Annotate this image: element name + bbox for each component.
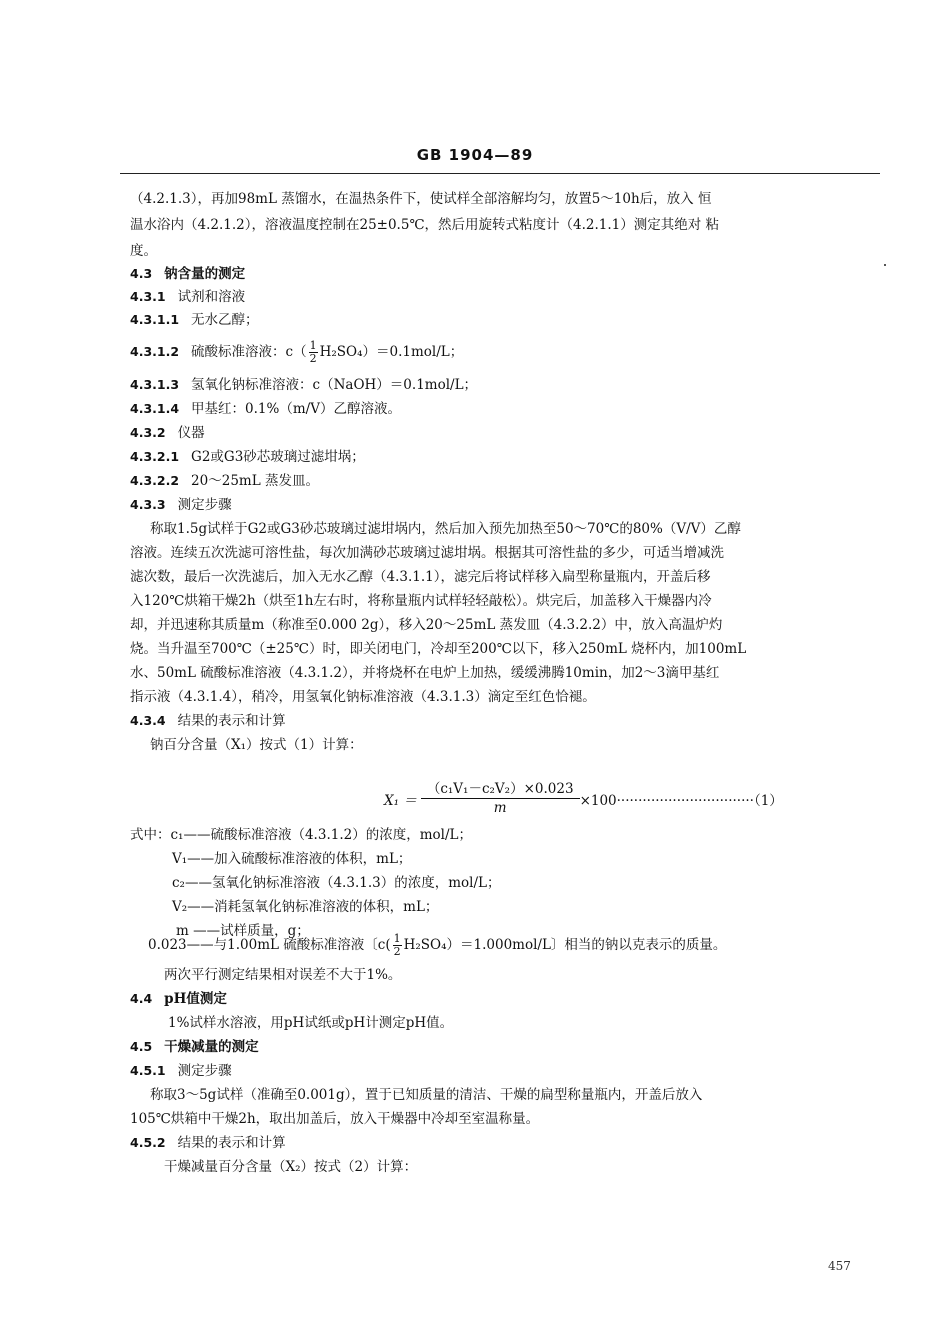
para-line: 1%试样水溶液，用pH试纸或pH计测定pH值。 xyxy=(168,1015,454,1031)
formula-fraction xyxy=(421,780,580,817)
scan-speck xyxy=(884,264,886,266)
section-heading xyxy=(130,311,259,329)
section-number: 4.5.1 xyxy=(130,1063,166,1078)
section-number: 4.5 xyxy=(130,1039,153,1054)
section-number: 4.3.1.4 xyxy=(130,401,180,416)
para-line: 烧。当升温至700℃（±25℃）时，即关闭电门，冷却至200℃以下，移入250mL 烧杯内，加100mL xyxy=(130,641,747,657)
formula-numerator: （c₁V₁－c₂V₂）×0.023 xyxy=(421,780,580,799)
section-heading xyxy=(130,1038,259,1056)
section-number: 4.5.2 xyxy=(130,1135,166,1150)
section-heading xyxy=(130,448,365,466)
section-heading xyxy=(130,340,463,365)
section-number: 4.3.1.1 xyxy=(130,312,180,327)
where-text: 0.023——与1.00mL 硫酸标准溶液〔c( xyxy=(148,937,391,953)
section-number: 4.3.2 xyxy=(130,425,166,440)
where-line: V₁——加入硫酸标准溶液的体积，mL； xyxy=(172,851,412,867)
page-number: 457 xyxy=(828,1259,851,1273)
section-number: 4.3.2.2 xyxy=(130,473,180,488)
formula-lhs: X₁ ＝ xyxy=(384,792,417,809)
section-title: 钠含量的测定 xyxy=(164,266,246,282)
section-title: 测定步骤 xyxy=(177,1063,232,1079)
section-heading xyxy=(130,376,477,394)
where-line xyxy=(148,930,726,960)
para-line: 水、50mL 硫酸标准溶液（4.3.1.2），并将烧杯在电炉上加热，缓缓沸腾10min，加2～3滴甲基红 xyxy=(130,665,720,681)
where-line: m ——试样质量，g； xyxy=(176,923,310,939)
section-heading xyxy=(130,1134,286,1152)
where-line: c₂——氢氧化钠标准溶液（4.3.1.3）的浓度，mol/L； xyxy=(172,875,501,891)
para-line: 称取3～5g试样（准确至0.001g），置于已知质量的清洁、干燥的扁型称量瓶内，开盖后放入 xyxy=(150,1087,703,1103)
section-title: 20～25mL 蒸发皿。 xyxy=(191,473,319,489)
formula-1 xyxy=(384,780,783,817)
para-line: 度。 xyxy=(130,243,157,259)
para-line: 入120℃烘箱干燥2h（烘至1h左右时，将称量瓶内试样轻轻敲松）。烘完后，加盖移入干燥器内冷 xyxy=(130,593,712,609)
section-heading xyxy=(130,990,227,1008)
section-title: G2或G3砂芯玻璃过滤坩埚； xyxy=(191,449,365,465)
para-line: 温水浴内（4.2.1.2），溶液温度控制在25±0.5℃，然后用旋转式粘度计（4.2.1.1）测定其绝对 粘 xyxy=(130,217,720,233)
section-heading xyxy=(130,265,245,283)
section-number: 4.3.1 xyxy=(130,289,166,304)
section-number: 4.3 xyxy=(130,266,153,281)
formula-denominator: m xyxy=(493,800,507,816)
para-line: 却，并迅速称其质量m（称准至0.000 2g），移入20～25mL 蒸发皿（4.3.2.2）中，放入高温炉灼 xyxy=(130,617,723,633)
section-heading xyxy=(130,496,232,514)
section-heading xyxy=(130,1062,232,1080)
where-text: H₂SO₄）＝1.000mol/L〕相当的钠以克表示的质量。 xyxy=(403,937,727,953)
para-line: 指示液（4.3.1.4），稍冷，用氢氧化钠标准溶液（4.3.1.3）滴定至红色恰褪。 xyxy=(130,689,596,705)
section-title: 氢氧化钠标准溶液：c（NaOH）＝0.1mol/L； xyxy=(191,377,478,393)
para-line: （4.2.1.3），再加98mL 蒸馏水，在温热条件下，使试样全部溶解均匀，放置5～10h后，放入 恒 xyxy=(130,191,712,207)
where-line: V₂——消耗氢氧化钠标准溶液的体积，mL； xyxy=(172,899,439,915)
section-title: 无水乙醇； xyxy=(191,312,259,328)
formula-tail: ×100································（1） xyxy=(579,792,783,809)
para-line: 钠百分含量（X₁）按式（1）计算： xyxy=(150,737,363,753)
where-line: 式中：c₁——硫酸标准溶液（4.3.1.2）的浓度，mol/L； xyxy=(130,827,472,843)
section-heading xyxy=(130,712,286,730)
section-heading xyxy=(130,400,401,418)
standard-header: GB 1904—89 xyxy=(416,146,534,164)
fraction xyxy=(309,340,318,365)
section-title: 试剂和溶液 xyxy=(177,289,246,305)
para-line: 溶液。连续五次洗滤可溶性盐，每次加满砂芯玻璃过滤坩埚。根据其可溶性盐的多少，可适当增减洗 xyxy=(130,545,724,561)
section-heading xyxy=(130,424,205,442)
section-title: pH值测定 xyxy=(164,991,227,1007)
para-line: 称取1.5g试样于G2或G3砂芯玻璃过滤坩埚内，然后加入预先加热至50～70℃的80%（V/V）乙醇 xyxy=(150,521,741,537)
section-title: 测定步骤 xyxy=(177,497,232,513)
section-title: 仪器 xyxy=(177,425,205,441)
section-number: 4.3.1.3 xyxy=(130,377,180,392)
section-text: H₂SO₄）＝0.1mol/L； xyxy=(319,344,464,360)
section-number: 4.3.1.2 xyxy=(130,344,180,359)
section-number: 4.3.4 xyxy=(130,713,166,728)
fraction-denominator: 2 xyxy=(393,945,401,958)
fraction-numerator: 1 xyxy=(309,339,317,352)
para-line: 滤次数，最后一次洗滤后，加入无水乙醇（4.3.1.1），滤完后将试样移入扁型称量瓶内，开盖后移 xyxy=(130,569,711,585)
section-heading xyxy=(130,288,245,306)
section-title: 干燥减量的测定 xyxy=(164,1039,259,1055)
section-heading xyxy=(130,472,319,490)
fraction xyxy=(393,933,402,958)
fraction-numerator: 1 xyxy=(393,932,401,945)
para-line: 两次平行测定结果相对误差不大于1%。 xyxy=(164,967,402,983)
para-line: 105℃烘箱中干燥2h，取出加盖后，放入干燥器中冷却至室温称量。 xyxy=(130,1111,540,1127)
para-line: 干燥减量百分含量（X₂）按式（2）计算： xyxy=(164,1159,418,1175)
section-number: 4.3.3 xyxy=(130,497,166,512)
section-title: 甲基红：0.1%（m/V）乙醇溶液。 xyxy=(191,401,401,417)
section-title: 结果的表示和计算 xyxy=(177,713,286,729)
header-rule xyxy=(120,173,880,174)
section-number: 4.4 xyxy=(130,991,153,1006)
fraction-denominator: 2 xyxy=(309,352,317,365)
section-title: 结果的表示和计算 xyxy=(177,1135,286,1151)
section-text: 硫酸标准溶液：c（ xyxy=(191,344,307,360)
section-number: 4.3.2.1 xyxy=(130,449,180,464)
